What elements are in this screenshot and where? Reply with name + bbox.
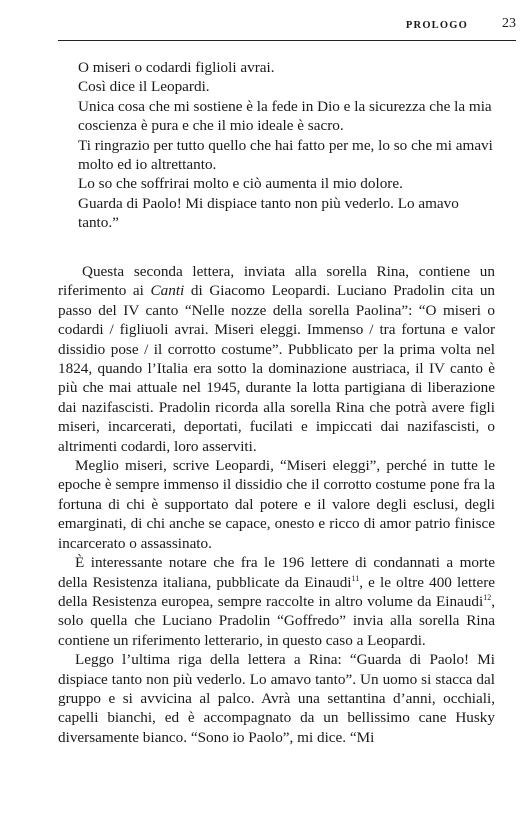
quote-line: Così dice il Leopardi. — [78, 78, 210, 96]
paragraph-1 — [58, 262, 495, 456]
paragraph-text: , e le oltre 400 lettere della Resistenza europea, sempre raccolte in altro volume da Einaudi — [58, 573, 495, 610]
letter-quote — [78, 58, 496, 233]
book-title: Canti — [150, 282, 185, 300]
paragraph-text: di Giacomo Leopardi. Luciano Pradolin cita un passo del IV canto “Nelle nozze della sorella Paolina”: “O miseri o codardi / figliuoli avrai. Miseri eleggi. Immenso / tra fortuna e valor dissidio pose / il corrotto costume”. Pubblicato per la prima volta nel 1824, quando l’Italia era sotto la dominazione austriaca, il IV canto è più che mai attuale nel 1945, durante la lotta partigiana di liberazione dai nazifascisti. Pradolin ricorda alla sorella Rina che potrà avere figli miseri, incarcerati, deportati, fucilati e impiccati dai nazifascisti, o altrimenti codardi, loro asserviti. — [58, 282, 496, 455]
paragraph-4: Leggo l’ultima riga della lettera a Rina: “Guarda di Paolo! Mi dispiace tanto non più vederlo. Lo amavo tanto”. Un uomo si stacca dal gruppo e si avvicina al palco. Avrà una settantina d’anni, occhiali, capelli bianchi, ed è accompagnato da un bellissimo cane Husky diversamente bianco. “Sono io Paolo”, mi dice. “Mi — [58, 651, 495, 746]
paragraph-text: , solo quella che Luciano Pradolin “Goffredo” invia alla sorella Rina contiene un riferimento letterario, in questo caso a Leopardi. — [58, 592, 495, 649]
running-head: PROLOGO — [405, 20, 468, 31]
paragraph-3 — [58, 553, 495, 650]
quote-line: Guarda di Paolo! Mi dispiace tanto non più vederlo. Lo amavo tanto.” — [78, 194, 459, 232]
footnote-ref: 12 — [483, 592, 492, 602]
page-header — [58, 12, 516, 41]
quote-line: O miseri o codardi figlioli avrai. — [78, 59, 275, 76]
paragraph-text: È interessante notare che fra le 196 lettere di condannati a morte della Resistenza italiana, pubblicate da Einaudi — [58, 554, 495, 591]
body-text — [58, 262, 495, 747]
paragraph-text: Questa seconda lettera, inviata alla sorella Rina, contiene un riferimento ai — [58, 263, 495, 300]
page-number: 23 — [502, 16, 516, 31]
footnote-ref: 11 — [351, 573, 360, 583]
quote-line: Ti ringrazio per tutto quello che hai fatto per me, lo so che mi amavi molto ed io altrettanto. — [78, 136, 493, 174]
quote-line: Lo so che soffrirai molto e ciò aumenta il mio dolore. — [78, 175, 403, 193]
quote-line: Unica cosa che mi sostiene è la fede in Dio e la sicurezza che la mia coscienza è pura e che il mio ideale è sacro. — [78, 97, 492, 135]
paragraph-2: Meglio miseri, scrive Leopardi, “Miseri eleggi”, perché in tutte le epoche è sempre immenso il dissidio che il corrotto costume pone fra la fortuna di chi è supportato dal potere e il valore degli esclusi, degli emarginati, di chi anche se capace, onesto e ricco di amor patrio finisce incarcerato o assassinato. — [58, 457, 495, 552]
